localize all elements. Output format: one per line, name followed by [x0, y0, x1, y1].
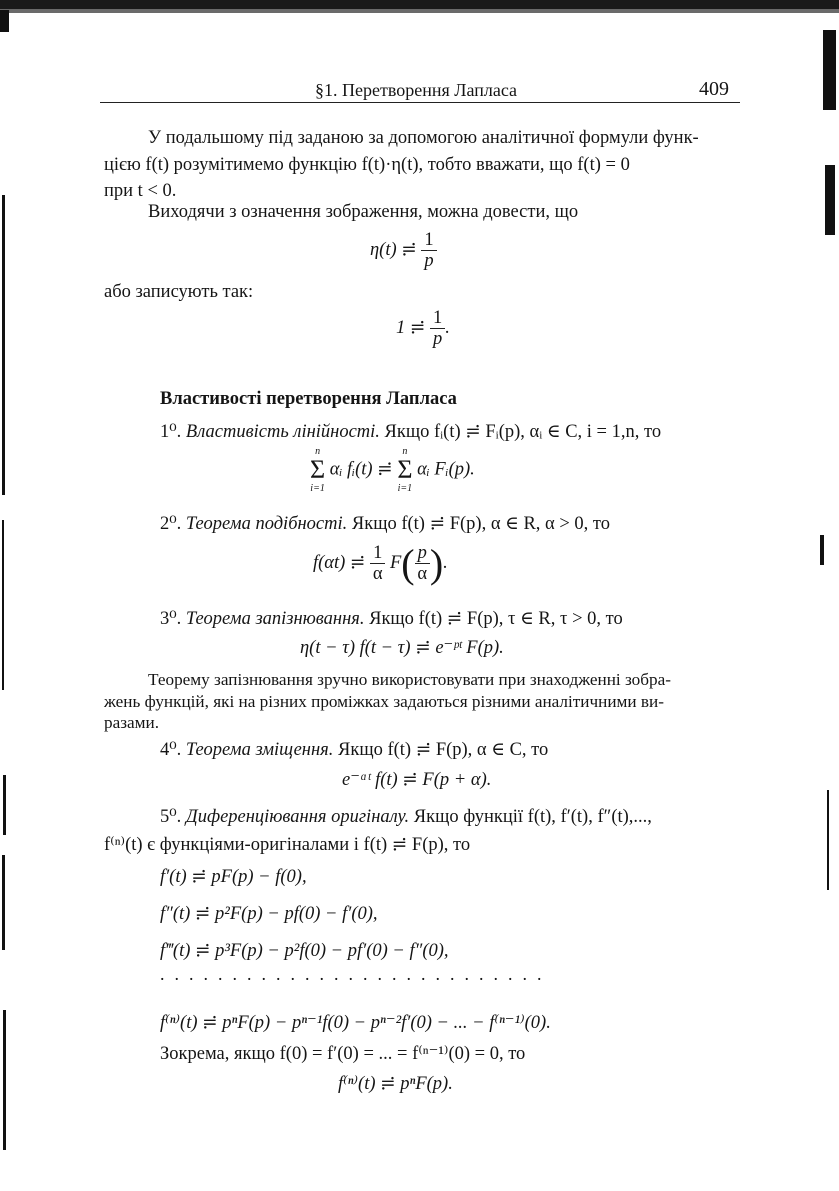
property-text: Якщо f(t) ≓ F(p), α ∈ R, α > 0, то — [351, 514, 611, 534]
property-number: 5⁰. — [160, 807, 182, 827]
scan-edge-right — [823, 30, 836, 110]
paragraph-line: Теорему запізнювання зручно використовувати при знаходженні зобра- — [148, 670, 671, 689]
property-text: Якщо fᵢ(t) ≓ Fᵢ(p), αᵢ ∈ C, i = 1,n, то — [384, 422, 662, 442]
fraction — [421, 230, 436, 271]
sum-sign: n Σ i=1 — [397, 446, 413, 494]
scan-edge-left-mark — [3, 1010, 6, 1150]
paragraph-line: Виходячи з означення зображення, можна довести, що — [148, 202, 579, 222]
numerator: 1 — [430, 308, 445, 329]
scan-edge-right-mark — [820, 535, 824, 565]
property-text: Якщо функції f(t), f′(t), f″(t),..., — [413, 807, 652, 827]
property-name: Теорема подібності. — [185, 514, 348, 534]
formula-middle: αᵢ fᵢ(t) ≓ — [329, 459, 393, 480]
formula-rhs: αᵢ Fᵢ(p). — [417, 459, 475, 480]
scan-edge-left — [0, 10, 9, 32]
formula-derivative-1: f′(t) ≓ pF(p) − f(0), — [160, 867, 307, 887]
formula-linearity — [310, 446, 475, 494]
scan-border-top — [0, 0, 839, 9]
numerator: 1 — [421, 230, 436, 251]
paragraph-line: цією f(t) розумітимемо функцію f(t)·η(t), тобто вважати, що f(t) = 0 — [104, 155, 630, 175]
paragraph-line: або записують так: — [104, 282, 254, 302]
paragraph-line: при t < 0. — [104, 181, 177, 201]
formula-derivative-3: f‴(t) ≓ p³F(p) − p²f(0) − pf′(0) − f″(0), — [160, 941, 449, 961]
property-number: 1⁰. — [160, 422, 182, 442]
formula-lhs: f(αt) ≓ — [313, 552, 366, 573]
sum-sign: n Σ i=1 — [310, 446, 326, 494]
dotted-line: ........................... — [160, 964, 552, 984]
property-text: Якщо f(t) ≓ F(p), τ ∈ R, τ > 0, то — [369, 609, 623, 629]
property-4 — [160, 738, 548, 762]
property-name: Властивість лінійності. — [185, 422, 380, 442]
formula-eta — [370, 230, 437, 271]
scan-border-top-shadow — [0, 9, 839, 13]
property-5 — [160, 805, 652, 829]
paragraph-line: У подальшому під заданою за допомогою аналітичної формули функ- — [148, 128, 699, 148]
formula-derivative-2: f″(t) ≓ p²F(p) − pf(0) − f′(0), — [160, 904, 378, 924]
formula-delay: η(t − τ) f(t − τ) ≓ e⁻ᵖᵗ F(p). — [300, 638, 504, 658]
paragraph-line: разами. — [104, 713, 160, 732]
property-1 — [160, 420, 661, 444]
formula-one: 1 ≓ $\frac{1}{p}$ . — [396, 308, 450, 349]
running-head-title: §1. Перетворення Лапласа — [315, 80, 518, 100]
scan-edge-left-mark — [3, 775, 6, 835]
fraction — [430, 308, 445, 349]
property-number: 2⁰. — [160, 514, 182, 534]
property-name: Диференціювання оригіналу. — [185, 807, 410, 827]
denominator: p — [433, 329, 443, 349]
scan-edge-left-mark — [2, 855, 5, 950]
formula-zero-initial: f⁽ⁿ⁾(t) ≓ pⁿF(p). — [338, 1074, 453, 1094]
scan-edge-left-mark — [2, 520, 4, 690]
running-head — [100, 78, 740, 103]
formula-shift: e⁻ᵅᵗ f(t) ≓ F(p + α). — [342, 770, 492, 790]
paragraph-line: f⁽ⁿ⁾(t) є функціями-оригіналами і f(t) ≓ F(p), то — [104, 835, 471, 855]
scan-edge-right-mark — [825, 165, 835, 235]
paragraph-line: Зокрема, якщо f(0) = f′(0) = ... = f⁽ⁿ⁻¹⁾(0) = 0, то — [160, 1044, 526, 1064]
property-number: 3⁰. — [160, 609, 182, 629]
scan-edge-left-mark — [2, 195, 5, 495]
property-3 — [160, 607, 623, 631]
fraction: $\frac{p}{\alpha}$ — [415, 543, 430, 584]
page-number: 409 — [699, 78, 729, 100]
formula-lhs: η(t) ≓ — [370, 239, 417, 260]
property-2 — [160, 512, 610, 536]
property-number: 4⁰. — [160, 740, 182, 760]
formula-F: F — [389, 552, 402, 573]
fraction: $\frac{1}{\alpha}$ — [370, 543, 385, 584]
formula-lhs: 1 ≓ — [396, 317, 426, 338]
property-name: Теорема зміщення. — [185, 740, 334, 760]
section-title: Властивості перетворення Лапласа — [160, 389, 457, 409]
denominator: p — [424, 251, 434, 271]
formula-similarity: f(αt) ≓ $\frac{1}{\alpha}$ F( $\frac{p}{\alpha}$ ). — [313, 541, 448, 586]
formula-derivative-n: f⁽ⁿ⁾(t) ≓ pⁿF(p) − pⁿ⁻¹f(0) − pⁿ⁻²f′(0) − ... − f⁽ⁿ⁻¹⁾(0). — [160, 1013, 551, 1033]
property-name: Теорема запізнювання. — [185, 609, 365, 629]
scan-edge-right-mark — [827, 790, 829, 890]
paragraph-line: жень функцій, які на різних проміжках задаються різними аналітичними ви- — [104, 692, 664, 711]
property-text: Якщо f(t) ≓ F(p), α ∈ C, то — [338, 740, 549, 760]
